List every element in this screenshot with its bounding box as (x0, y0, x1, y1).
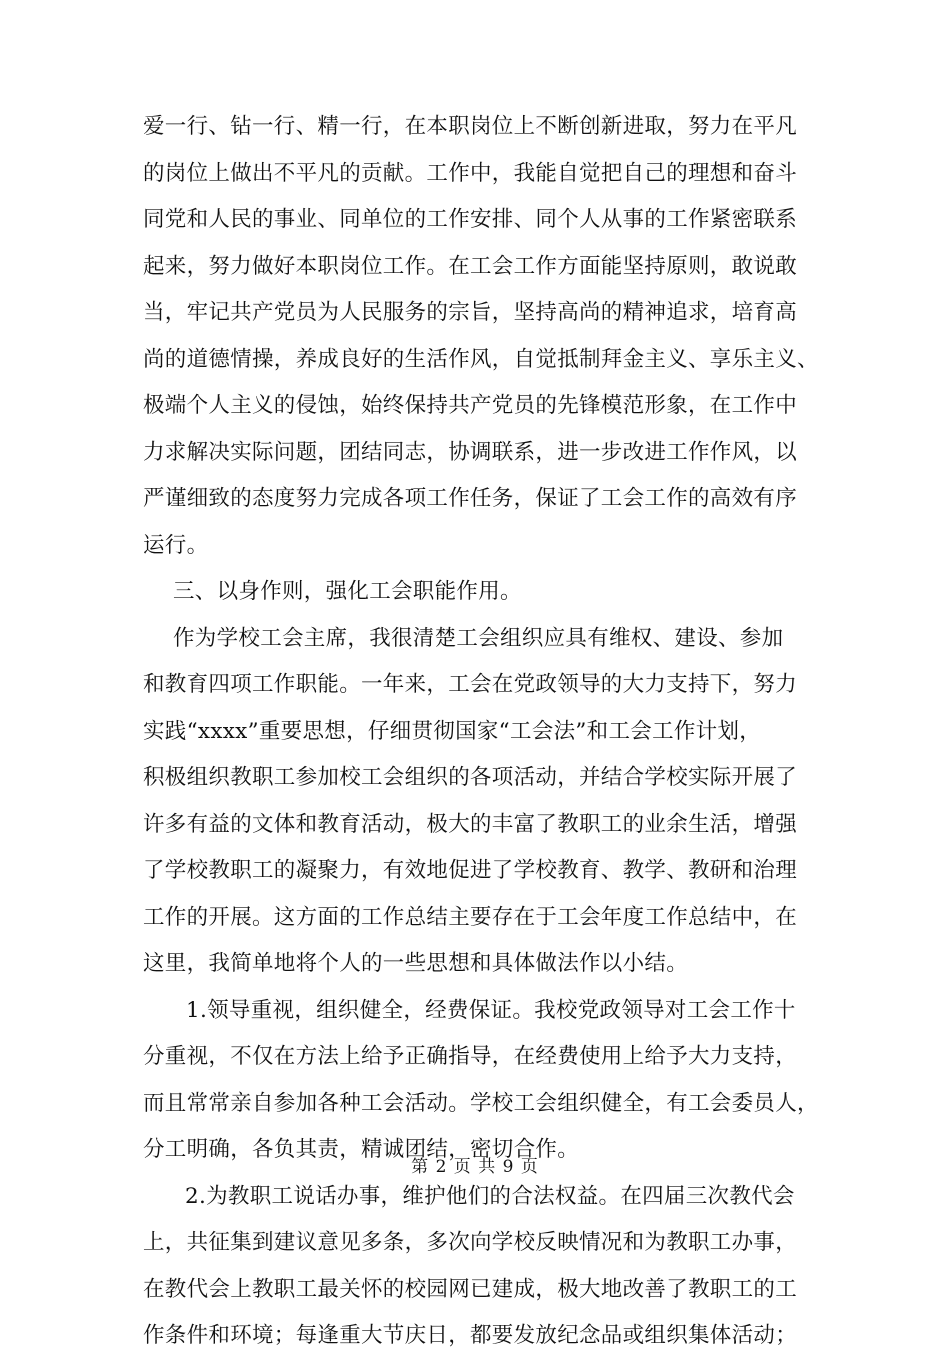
page-number-footer: 第 2 页 共 9 页 (411, 1157, 539, 1177)
text-line: 尚的道德情操，养成良好的生活作风，自觉抵制拜金主义、享乐主义、 (143, 346, 819, 372)
text-line: 起来，努力做好本职岗位工作。在工会工作方面能坚持原则，敢说敢 (143, 253, 798, 279)
text-line: 运行。 (143, 532, 209, 558)
text-line: 分重视，不仅在方法上给予正确指导，在经费使用上给予大力支持， (143, 1044, 798, 1069)
list-item-2: 2.为教职工说话办事，维护他们的合法权益。在四届三次教代会 (185, 1183, 795, 1209)
paragraph-start: 作为学校工会主席，我很清楚工会组织应具有维权、建设、参加 (173, 625, 784, 651)
text-line: 分工明确，各负其责，精诚团结，密切合作。 (143, 1137, 580, 1162)
text-line: 积极组织教职工参加校工会组织的各项活动，并结合学校实际开展了 (143, 765, 798, 790)
text-line: 工作的开展。这方面的工作总结主要存在于工会年度工作总结中，在 (143, 904, 798, 930)
text-line: 和教育四项工作职能。一年来，工会在党政领导的大力支持下，努力 (143, 672, 798, 697)
text-line: 力求解决实际问题，团结同志，协调联系，进一步改进工作作风，以 (143, 439, 798, 465)
text-line: 同党和人民的事业、同单位的工作安排、同个人从事的工作紧密联系 (143, 207, 798, 232)
text-line: 这里，我简单地将个人的一些思想和具体做法作以小结。 (143, 951, 689, 976)
text-line: 许多有益的文体和教育活动，极大的丰富了教职工的业余生活，增强 (143, 811, 798, 837)
text-line: 作条件和环境；每逢重大节庆日，都要发放纪念品或组织集体活动； (143, 1323, 798, 1348)
text-line: 极端个人主义的侵蚀，始终保持共产党员的先锋模范形象，在工作中 (143, 393, 798, 418)
text-line: 爱一行、钻一行、精一行，在本职岗位上不断创新进取，努力在平凡 (143, 114, 798, 139)
text-line: 实践“xxxx”重要思想，仔细贯彻国家“工会法”和工会工作计划， (143, 718, 762, 744)
section-heading: 三、以身作则，强化工会职能作用。 (173, 579, 522, 604)
text-line: 当，牢记共产党员为人民服务的宗旨，坚持高尚的精神追求，培育高 (143, 300, 798, 325)
text-line: 了学校教职工的凝聚力，有效地促进了学校教育、教学、教研和治理 (143, 858, 798, 883)
text-line: 而且常常亲自参加各种工会活动。学校工会组织健全，有工会委员人， (143, 1090, 819, 1116)
list-item-1: 1.领导重视，组织健全，经费保证。我校党政领导对工会工作十 (186, 997, 796, 1023)
text-line: 上，共征集到建议意见多条，多次向学校反映情况和为教职工办事， (143, 1230, 798, 1255)
text-line: 的岗位上做出不平凡的贡献。工作中，我能自觉把自己的理想和奋斗 (143, 160, 798, 186)
text-line: 严谨细致的态度努力完成各项工作任务，保证了工会工作的高效有序 (143, 486, 798, 511)
text-line: 在教代会上教职工最关怀的校园网已建成，极大地改善了教职工的工 (143, 1276, 798, 1302)
